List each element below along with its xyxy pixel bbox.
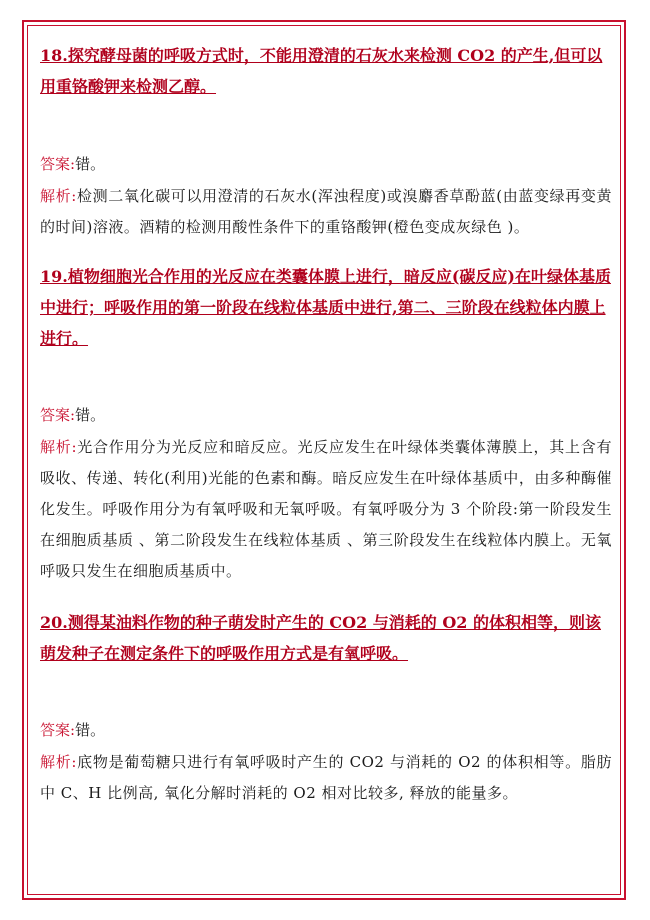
answer-text: 错。	[75, 406, 106, 424]
question-item-18	[40, 40, 612, 243]
question-text: 18.探究酵母菌的呼吸方式时，不能用澄清的石灰水来检测 CO2 的产生,但可以用重铬酸钾来检测乙醇。	[40, 46, 603, 96]
explanation-text: 检测二氧化碳可以用澄清的石灰水(浑浊程度)或溴麝香草酚蓝(由蓝变绿再变黄的时间)溶液。酒精的检测用酸性条件下的重铬酸钾(橙色变成灰绿色 )。	[40, 187, 612, 236]
explanation	[40, 747, 612, 809]
answer-label: 答案:	[40, 155, 76, 173]
question-text: 20.测得某油料作物的种子萌发时产生的 CO2 与消耗的 O2 的体积相等，则该萌发种子在测定条件下的呼吸作用方式是有氧呼吸。	[40, 613, 601, 663]
explanation	[40, 432, 612, 587]
explanation	[40, 181, 612, 243]
explanation-text: 光合作用分为光反应和暗反应。光反应发生在叶绿体类囊体薄膜上，其上含有吸收、传递、转化(利用)光能的色素和酶。暗反应发生在叶绿体基质中，由多种酶催化发生。呼吸作用分为有氧呼吸和无氧呼吸。有氧呼吸分为 3 个阶段:第一阶段发生在细胞质基质 、第二阶段发生在线粒体基质 、第三阶段发生在线粒体内膜上。无氧呼吸只发生在细胞质基质中。	[40, 438, 612, 580]
question-text: 19.植物细胞光合作用的光反应在类囊体膜上进行，暗反应(碳反应)在叶绿体基质中进行；呼吸作用的第一阶段在线粒体基质中进行,第二、三阶段在线粒体内膜上进行。	[40, 267, 611, 348]
answer-label: 答案:	[40, 406, 76, 424]
answer-label: 答案:	[40, 721, 76, 739]
question-item-20	[40, 607, 612, 809]
answer-line	[40, 149, 612, 179]
explanation-label: 解析:	[40, 438, 78, 456]
answer-text: 错。	[75, 155, 106, 173]
answer-text: 错。	[75, 721, 106, 739]
explanation-label: 解析:	[40, 753, 77, 771]
explanation-text: 底物是葡萄糖只进行有氧呼吸时产生的 CO2 与消耗的 O2 的体积相等。脂肪中 C、H 比例高, 氧化分解时消耗的 O2 相对比较多, 释放的能量多。	[40, 753, 612, 802]
question-item-19	[40, 261, 612, 587]
answer-line	[40, 715, 612, 745]
explanation-label: 解析:	[40, 187, 77, 205]
document-content	[40, 40, 612, 809]
answer-line	[40, 400, 612, 430]
